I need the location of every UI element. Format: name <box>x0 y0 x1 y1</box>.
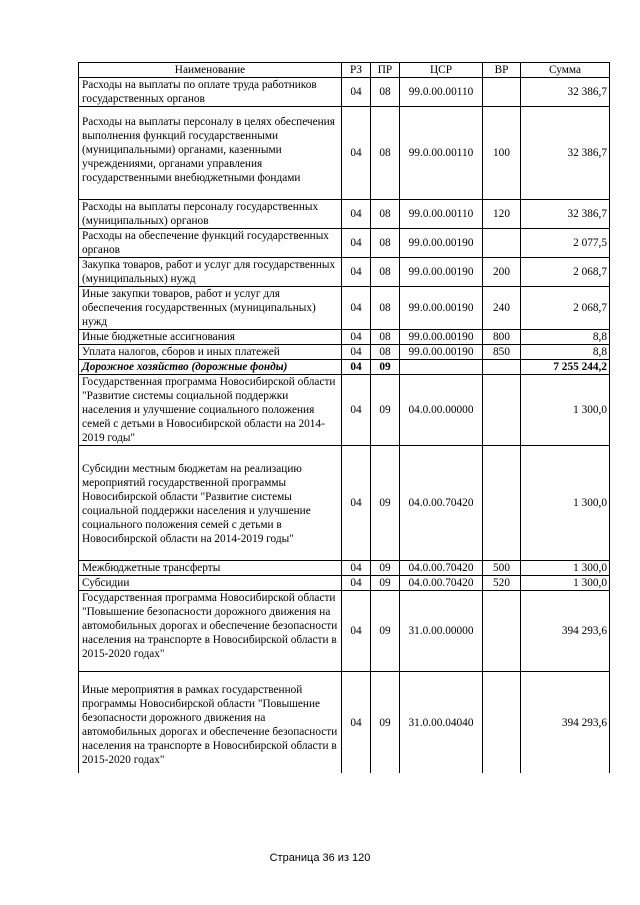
table-header-row <box>79 63 610 78</box>
table-row-section <box>79 360 610 375</box>
header-csr: ЦСР <box>400 63 483 78</box>
row-sum: 2 068,7 <box>521 287 610 330</box>
row-vr: 500 <box>483 561 521 576</box>
row-vr: 520 <box>483 576 521 591</box>
row-csr: 04.0.00.70420 <box>400 561 483 576</box>
row-rz: 04 <box>342 561 371 576</box>
row-sum: 7 255 244,2 <box>521 360 610 375</box>
row-pr: 08 <box>371 78 400 107</box>
row-rz: 04 <box>342 200 371 229</box>
row-vr <box>483 591 521 672</box>
row-rz: 04 <box>342 258 371 287</box>
row-name: Расходы на обеспечение функций государственных органов <box>79 229 342 258</box>
table-row <box>79 287 610 330</box>
row-vr: 850 <box>483 345 521 360</box>
row-name: Расходы на выплаты по оплате труда работников государственных органов <box>79 78 342 107</box>
row-vr <box>483 78 521 107</box>
row-sum: 1 300,0 <box>521 375 610 446</box>
row-sum: 2 068,7 <box>521 258 610 287</box>
row-sum: 32 386,7 <box>521 200 610 229</box>
row-csr: 99.0.00.00190 <box>400 287 483 330</box>
row-csr: 31.0.00.04040 <box>400 672 483 774</box>
row-csr: 04.0.00.70420 <box>400 576 483 591</box>
header-sum: Сумма <box>521 63 610 78</box>
table-row <box>79 375 610 446</box>
row-vr <box>483 360 521 375</box>
row-pr: 09 <box>371 672 400 774</box>
row-pr: 08 <box>371 258 400 287</box>
row-rz: 04 <box>342 287 371 330</box>
row-csr: 04.0.00.70420 <box>400 446 483 561</box>
row-rz: 04 <box>342 375 371 446</box>
row-name: Межбюджетные трансферты <box>79 561 342 576</box>
row-sum: 1 300,0 <box>521 576 610 591</box>
row-rz: 04 <box>342 591 371 672</box>
row-name: Субсидии местным бюджетам на реализацию мероприятий государственной программы Новосибирской области "Развитие системы социальной поддержки населения и улучшение социального положения семей с детьми в Новосибирской области на 2014-2019 годы" <box>79 446 342 561</box>
row-sum: 32 386,7 <box>521 107 610 200</box>
row-name: Государственная программа Новосибирской области "Развитие системы социальной поддержки населения и улучшение социального положения семей с детьми в Новосибирской области на 2014-2019 годы" <box>79 375 342 446</box>
row-rz: 04 <box>342 330 371 345</box>
header-vr: ВР <box>483 63 521 78</box>
table-row <box>79 561 610 576</box>
row-vr: 240 <box>483 287 521 330</box>
row-vr: 100 <box>483 107 521 200</box>
row-name: Дорожное хозяйство (дорожные фонды) <box>79 360 342 375</box>
row-rz: 04 <box>342 446 371 561</box>
row-pr: 09 <box>371 446 400 561</box>
row-sum: 2 077,5 <box>521 229 610 258</box>
row-rz: 04 <box>342 345 371 360</box>
page-number-footer: Страница 36 из 120 <box>269 852 371 864</box>
row-pr: 08 <box>371 229 400 258</box>
row-vr: 120 <box>483 200 521 229</box>
table-row <box>79 446 610 561</box>
table-row <box>79 200 610 229</box>
header-rz: РЗ <box>342 63 371 78</box>
row-name: Расходы на выплаты персоналу государственных (муниципальных) органов <box>79 200 342 229</box>
table-row <box>79 576 610 591</box>
table-row <box>79 672 610 774</box>
row-rz: 04 <box>342 107 371 200</box>
row-vr: 800 <box>483 330 521 345</box>
row-pr: 09 <box>371 591 400 672</box>
row-rz: 04 <box>342 78 371 107</box>
row-name: Иные мероприятия в рамках государственной программы Новосибирской области "Повышение безопасности дорожного движения на автомобильных дорогах и обеспечение безопасности населения на транспорте в Новосибирской области в 2015-2020 годах" <box>79 672 342 774</box>
row-pr: 08 <box>371 345 400 360</box>
header-pr: ПР <box>371 63 400 78</box>
row-name: Закупка товаров, работ и услуг для государственных (муниципальных) нужд <box>79 258 342 287</box>
table-row <box>79 345 610 360</box>
row-sum: 1 300,0 <box>521 446 610 561</box>
table-row <box>79 107 610 200</box>
row-pr: 09 <box>371 375 400 446</box>
row-csr: 04.0.00.00000 <box>400 375 483 446</box>
row-pr: 09 <box>371 576 400 591</box>
row-vr <box>483 375 521 446</box>
row-sum: 8,8 <box>521 330 610 345</box>
row-pr: 08 <box>371 107 400 200</box>
row-sum: 1 300,0 <box>521 561 610 576</box>
row-csr: 99.0.00.00110 <box>400 78 483 107</box>
budget-table <box>78 62 610 773</box>
table-row <box>79 330 610 345</box>
row-vr <box>483 446 521 561</box>
row-pr: 08 <box>371 200 400 229</box>
row-pr: 08 <box>371 287 400 330</box>
table-row <box>79 258 610 287</box>
row-name: Иные бюджетные ассигнования <box>79 330 342 345</box>
row-vr <box>483 672 521 774</box>
row-name: Расходы на выплаты персоналу в целях обеспечения выполнения функций государственными (муниципальными) органами, казенными учреждениями, органами управления государственными внебюджетными фондами <box>79 107 342 200</box>
header-name: Наименование <box>79 63 342 78</box>
row-pr: 09 <box>371 561 400 576</box>
row-csr: 99.0.00.00190 <box>400 330 483 345</box>
row-csr: 99.0.00.00190 <box>400 258 483 287</box>
table-body <box>79 78 610 774</box>
row-csr: 99.0.00.00190 <box>400 229 483 258</box>
row-rz: 04 <box>342 360 371 375</box>
row-name: Субсидии <box>79 576 342 591</box>
row-csr: 31.0.00.00000 <box>400 591 483 672</box>
row-rz: 04 <box>342 229 371 258</box>
row-vr: 200 <box>483 258 521 287</box>
row-pr: 09 <box>371 360 400 375</box>
row-sum: 394 293,6 <box>521 672 610 774</box>
row-name: Уплата налогов, сборов и иных платежей <box>79 345 342 360</box>
row-sum: 8,8 <box>521 345 610 360</box>
row-rz: 04 <box>342 576 371 591</box>
row-rz: 04 <box>342 672 371 774</box>
row-sum: 32 386,7 <box>521 78 610 107</box>
row-pr: 08 <box>371 330 400 345</box>
table-row <box>79 591 610 672</box>
row-sum: 394 293,6 <box>521 591 610 672</box>
row-name: Государственная программа Новосибирской области "Повышение безопасности дорожного движения на автомобильных дорогах и обеспечение безопасности населения на транспорте в Новосибирской области в 2015-2020 годах" <box>79 591 342 672</box>
table-row <box>79 78 610 107</box>
table-row <box>79 229 610 258</box>
row-csr <box>400 360 483 375</box>
row-csr: 99.0.00.00110 <box>400 107 483 200</box>
row-name: Иные закупки товаров, работ и услуг для обеспечения государственных (муниципальных) нужд <box>79 287 342 330</box>
row-vr <box>483 229 521 258</box>
row-csr: 99.0.00.00110 <box>400 200 483 229</box>
row-csr: 99.0.00.00190 <box>400 345 483 360</box>
